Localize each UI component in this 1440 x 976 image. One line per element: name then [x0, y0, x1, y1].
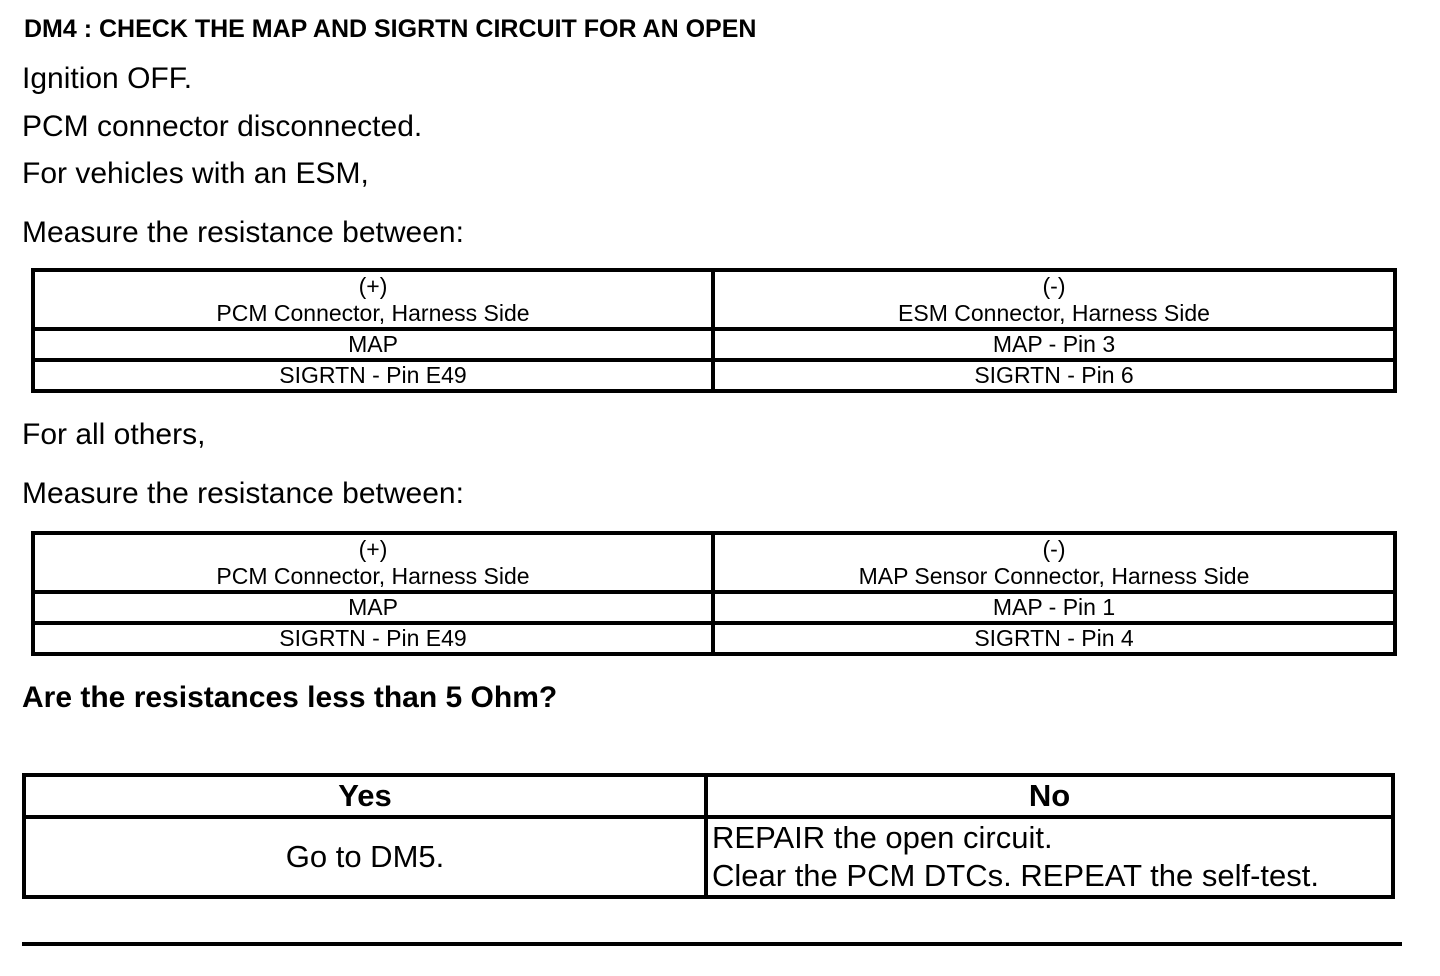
- result-header-row: [24, 775, 1393, 817]
- positive-probe-label: PCM Connector, Harness Side: [216, 562, 530, 589]
- bottom-divider: [22, 942, 1402, 946]
- negative-probe-label: MAP Sensor Connector, Harness Side: [858, 562, 1250, 589]
- yes-action: Go to DM5.: [24, 817, 706, 897]
- negative-probe-label: ESM Connector, Harness Side: [898, 299, 1210, 326]
- positive-pin-cell: SIGRTN - Pin E49: [33, 360, 713, 391]
- positive-probe-header: [33, 270, 713, 329]
- others-resistance-table: [31, 531, 1397, 656]
- table-row: [33, 623, 1395, 654]
- page-title: DM4 : CHECK THE MAP AND SIGRTN CIRCUIT FOR AN OPEN: [24, 15, 757, 43]
- esm-vehicles-intro: For vehicles with an ESM,: [22, 157, 369, 190]
- no-action: [706, 817, 1393, 897]
- negative-probe-header: [713, 270, 1395, 329]
- negative-symbol: (-): [1042, 272, 1066, 299]
- table-row: [33, 592, 1395, 623]
- step-pcm-disconnected: PCM connector disconnected.: [22, 110, 423, 143]
- measure-instruction-esm: Measure the resistance between:: [22, 216, 464, 249]
- positive-probe-header: [33, 533, 713, 592]
- other-vehicles-intro: For all others,: [22, 418, 206, 451]
- negative-pin-cell: MAP - Pin 3: [713, 329, 1395, 360]
- table-header-row: [33, 533, 1395, 592]
- negative-pin-cell: SIGRTN - Pin 6: [713, 360, 1395, 391]
- yes-header: Yes: [24, 775, 706, 817]
- positive-probe-label: PCM Connector, Harness Side: [216, 299, 530, 326]
- step-ignition-off: Ignition OFF.: [22, 62, 193, 95]
- positive-pin-cell: MAP: [33, 329, 713, 360]
- positive-pin-cell: MAP: [33, 592, 713, 623]
- esm-resistance-table: [31, 268, 1397, 393]
- measure-instruction-others: Measure the resistance between:: [22, 477, 464, 510]
- negative-symbol: (-): [1042, 535, 1066, 562]
- positive-symbol: (+): [358, 535, 388, 562]
- no-header: No: [706, 775, 1393, 817]
- table-row: [33, 360, 1395, 391]
- negative-probe-header: [713, 533, 1395, 592]
- table-row: [33, 329, 1395, 360]
- negative-pin-cell: SIGRTN - Pin 4: [713, 623, 1395, 654]
- positive-pin-cell: SIGRTN - Pin E49: [33, 623, 713, 654]
- resistance-question: Are the resistances less than 5 Ohm?: [22, 681, 558, 714]
- result-table: [22, 773, 1395, 899]
- result-row: [24, 817, 1393, 897]
- negative-pin-cell: MAP - Pin 1: [713, 592, 1395, 623]
- table-header-row: [33, 270, 1395, 329]
- no-action-line-1: REPAIR the open circuit.: [712, 820, 1053, 855]
- positive-symbol: (+): [358, 272, 388, 299]
- no-action-line-2: Clear the PCM DTCs. REPEAT the self-test.: [712, 858, 1319, 893]
